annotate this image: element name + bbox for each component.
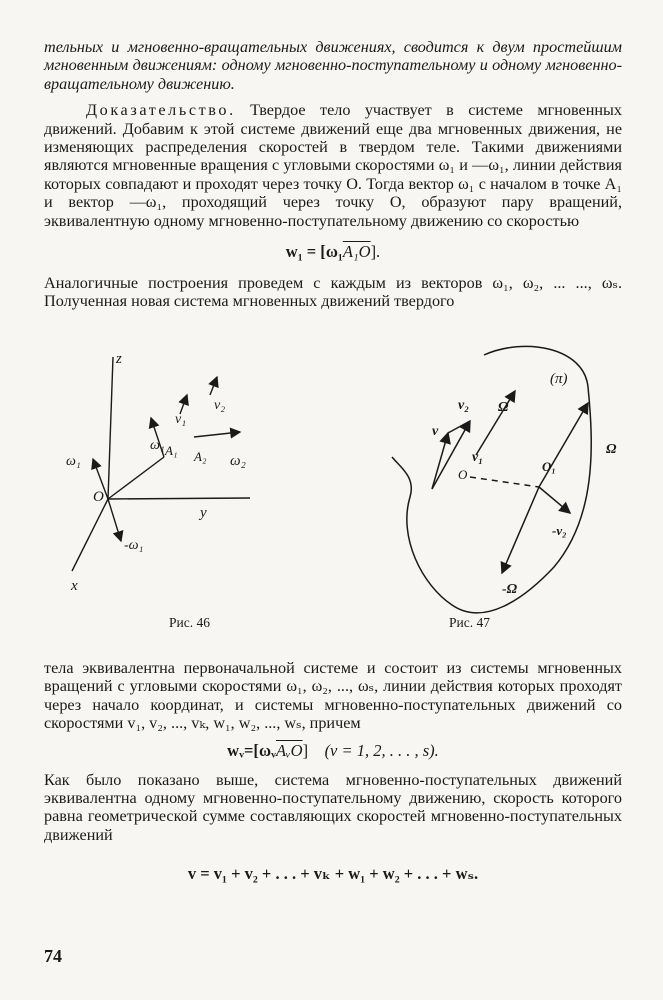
label-O: O <box>93 488 104 505</box>
paragraph-4: тела эквивалентна первоначальной системе и состоит из системы мгновенных вращений с угловыми скоростями ω₁, ω₂, ..., ωₛ, линии действия которых проходят через начало координат, и системы мгновенно-поступательных движений со скоростями v₁, v₂, ..., vₖ, w₁, w₂, ..., wₛ, причем <box>44 658 622 733</box>
x-axis <box>72 499 108 571</box>
neg-omega-vector <box>502 487 539 573</box>
label-z: z <box>116 350 122 367</box>
paragraph-2-text: Твердое тело участвует в системе мгновенных движений. Добавим к этой системе движений еще два мгновенных движения, не изменяющих распределения скоростей в твердом теле. Такими движениями являются мгновенные вращения с угловыми скоростями ω₁ и —ω₁, линии действия которых совпадают и проходят через точку O. Тогда вектор ω₁ с началом в точке A₁ и вектор —ω₁, проходящий через точку O, образуют пару вращений, эквивалентную одному мгновенно-поступательному движению со скоростью <box>44 101 622 230</box>
label-neg-omega: -Ω <box>502 581 518 597</box>
proof-word: Доказательство. <box>86 101 236 120</box>
figure-47 <box>374 337 624 637</box>
label-O1: O₁ <box>542 458 556 474</box>
neg-w1-vector <box>108 499 121 541</box>
z-axis <box>108 357 113 499</box>
label-v: v <box>432 423 439 439</box>
v2-vector <box>210 377 217 395</box>
dashed-O-O1 <box>470 477 539 487</box>
label-x: x <box>71 577 78 594</box>
formula-v-sum: v = v₁ + v₂ + . . . + vₖ + w₁ + w₂ + . . . + wₛ. <box>187 864 479 884</box>
label-w1-left: ω₁ <box>66 453 81 469</box>
page-number: 74 <box>44 946 62 966</box>
paragraph-2 <box>44 101 622 230</box>
paragraph-5: Как было показано выше, система мгновенно-поступательных движений эквивалентна одному мгновенно-поступательному движению, скорость которого равна геометрической сумме составляющих скоростей мгновенно-поступательных движений <box>44 770 622 844</box>
label-omega-mid: Ω <box>606 441 617 457</box>
y-axis <box>108 498 250 499</box>
line-O-A1 <box>108 457 164 499</box>
formula-wv: $wᵥ=[\omega ᵥ\overline{AᵥO}]$ (ν = 1, 2, . . . , s). <box>227 740 439 760</box>
caption-fig-47: Рис. 47 <box>449 614 490 630</box>
label-O: O <box>458 466 468 482</box>
label-neg-w1: -ω₁ <box>124 537 144 553</box>
omega-mid-vector <box>539 403 588 487</box>
neg-v2-vector <box>539 487 570 513</box>
formula-w1: w₁ = [ω₁A₁O]. <box>285 242 381 262</box>
v-vector <box>432 433 448 489</box>
label-v2: v₂ <box>458 397 470 413</box>
omega-top-vector <box>476 391 515 455</box>
label-v2: v₂ <box>214 397 226 413</box>
label-omega-top: Ω <box>498 399 509 415</box>
paragraph-1: тельных и мгновенно-вращательных движениях, сводится к двум простейшим мгновенным движениям: одному мгновенно-поступательному и одному мгновенно-вращательному движению. <box>44 38 622 93</box>
w2-vector <box>194 432 240 437</box>
figure-46 <box>44 337 294 637</box>
label-w1: ω₁ <box>150 437 165 453</box>
page-body <box>44 38 622 884</box>
paragraph-3: Аналогичные построения проведем с каждым из векторов ω₁, ω₂, ... ..., ωₛ. Полученная новая система мгновенных движений твердого <box>44 274 622 311</box>
label-v1: v₁ <box>472 449 484 465</box>
label-w2: ω₂ <box>230 452 246 469</box>
caption-fig-46: Рис. 46 <box>169 614 210 630</box>
label-A1: A₁ <box>165 442 178 458</box>
label-pi: (π) <box>550 370 568 387</box>
label-neg-v2: -v₂ <box>552 522 567 538</box>
label-v1: v₁ <box>175 411 187 427</box>
figures-row <box>44 337 622 647</box>
label-y: y <box>200 504 207 521</box>
label-A2: A₂ <box>194 448 207 464</box>
